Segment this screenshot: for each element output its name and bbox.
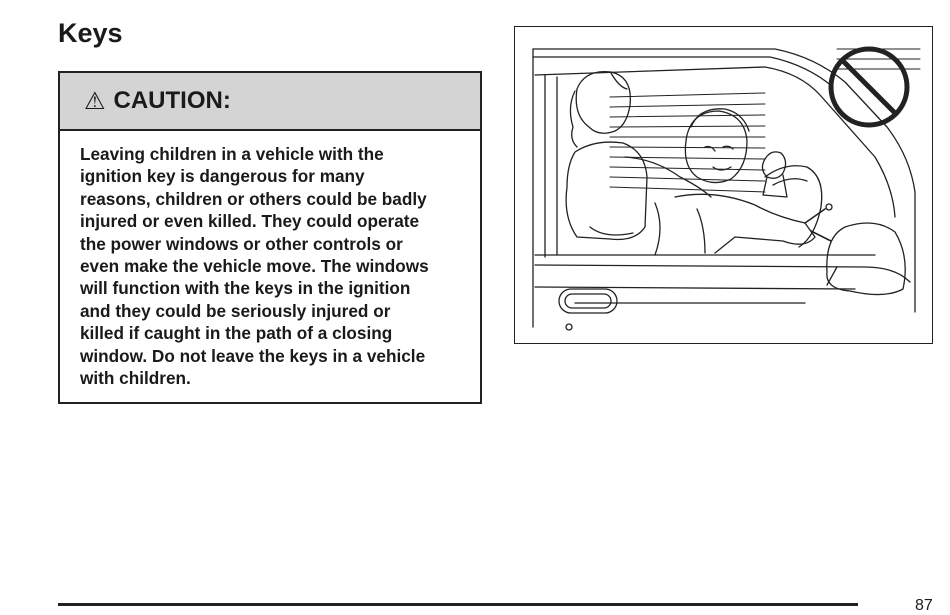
prohibited-icon	[827, 45, 911, 129]
caution-header	[60, 73, 480, 131]
page-number: 87	[915, 597, 933, 614]
footer-rule	[58, 603, 858, 606]
caution-line: and they could be seriously injured or	[80, 300, 391, 321]
caution-line: ignition key is dangerous for many	[80, 166, 365, 187]
caution-line: killed if caught in the path of a closing	[80, 323, 393, 344]
caution-line: with children.	[80, 368, 191, 389]
caution-line: injured or even killed. They could operate	[80, 211, 420, 232]
children-in-vehicle-illustration	[514, 26, 933, 344]
caution-heading: CAUTION:	[113, 87, 231, 114]
caution-line: window. Do not leave the keys in a vehicle	[80, 345, 426, 366]
caution-box	[58, 71, 482, 404]
warning-triangle-icon: ⚠	[84, 87, 106, 115]
page-title: Keys	[58, 18, 123, 48]
caution-line: reasons, children or others could be badly	[80, 188, 427, 209]
caution-text	[60, 131, 480, 389]
caution-line: the power windows or other controls or	[80, 233, 403, 254]
caution-line: even make the vehicle move. The windows	[80, 256, 429, 277]
caution-line: Leaving children in a vehicle with the	[80, 144, 384, 164]
caution-line: will function with the keys in the ignition	[80, 278, 411, 299]
